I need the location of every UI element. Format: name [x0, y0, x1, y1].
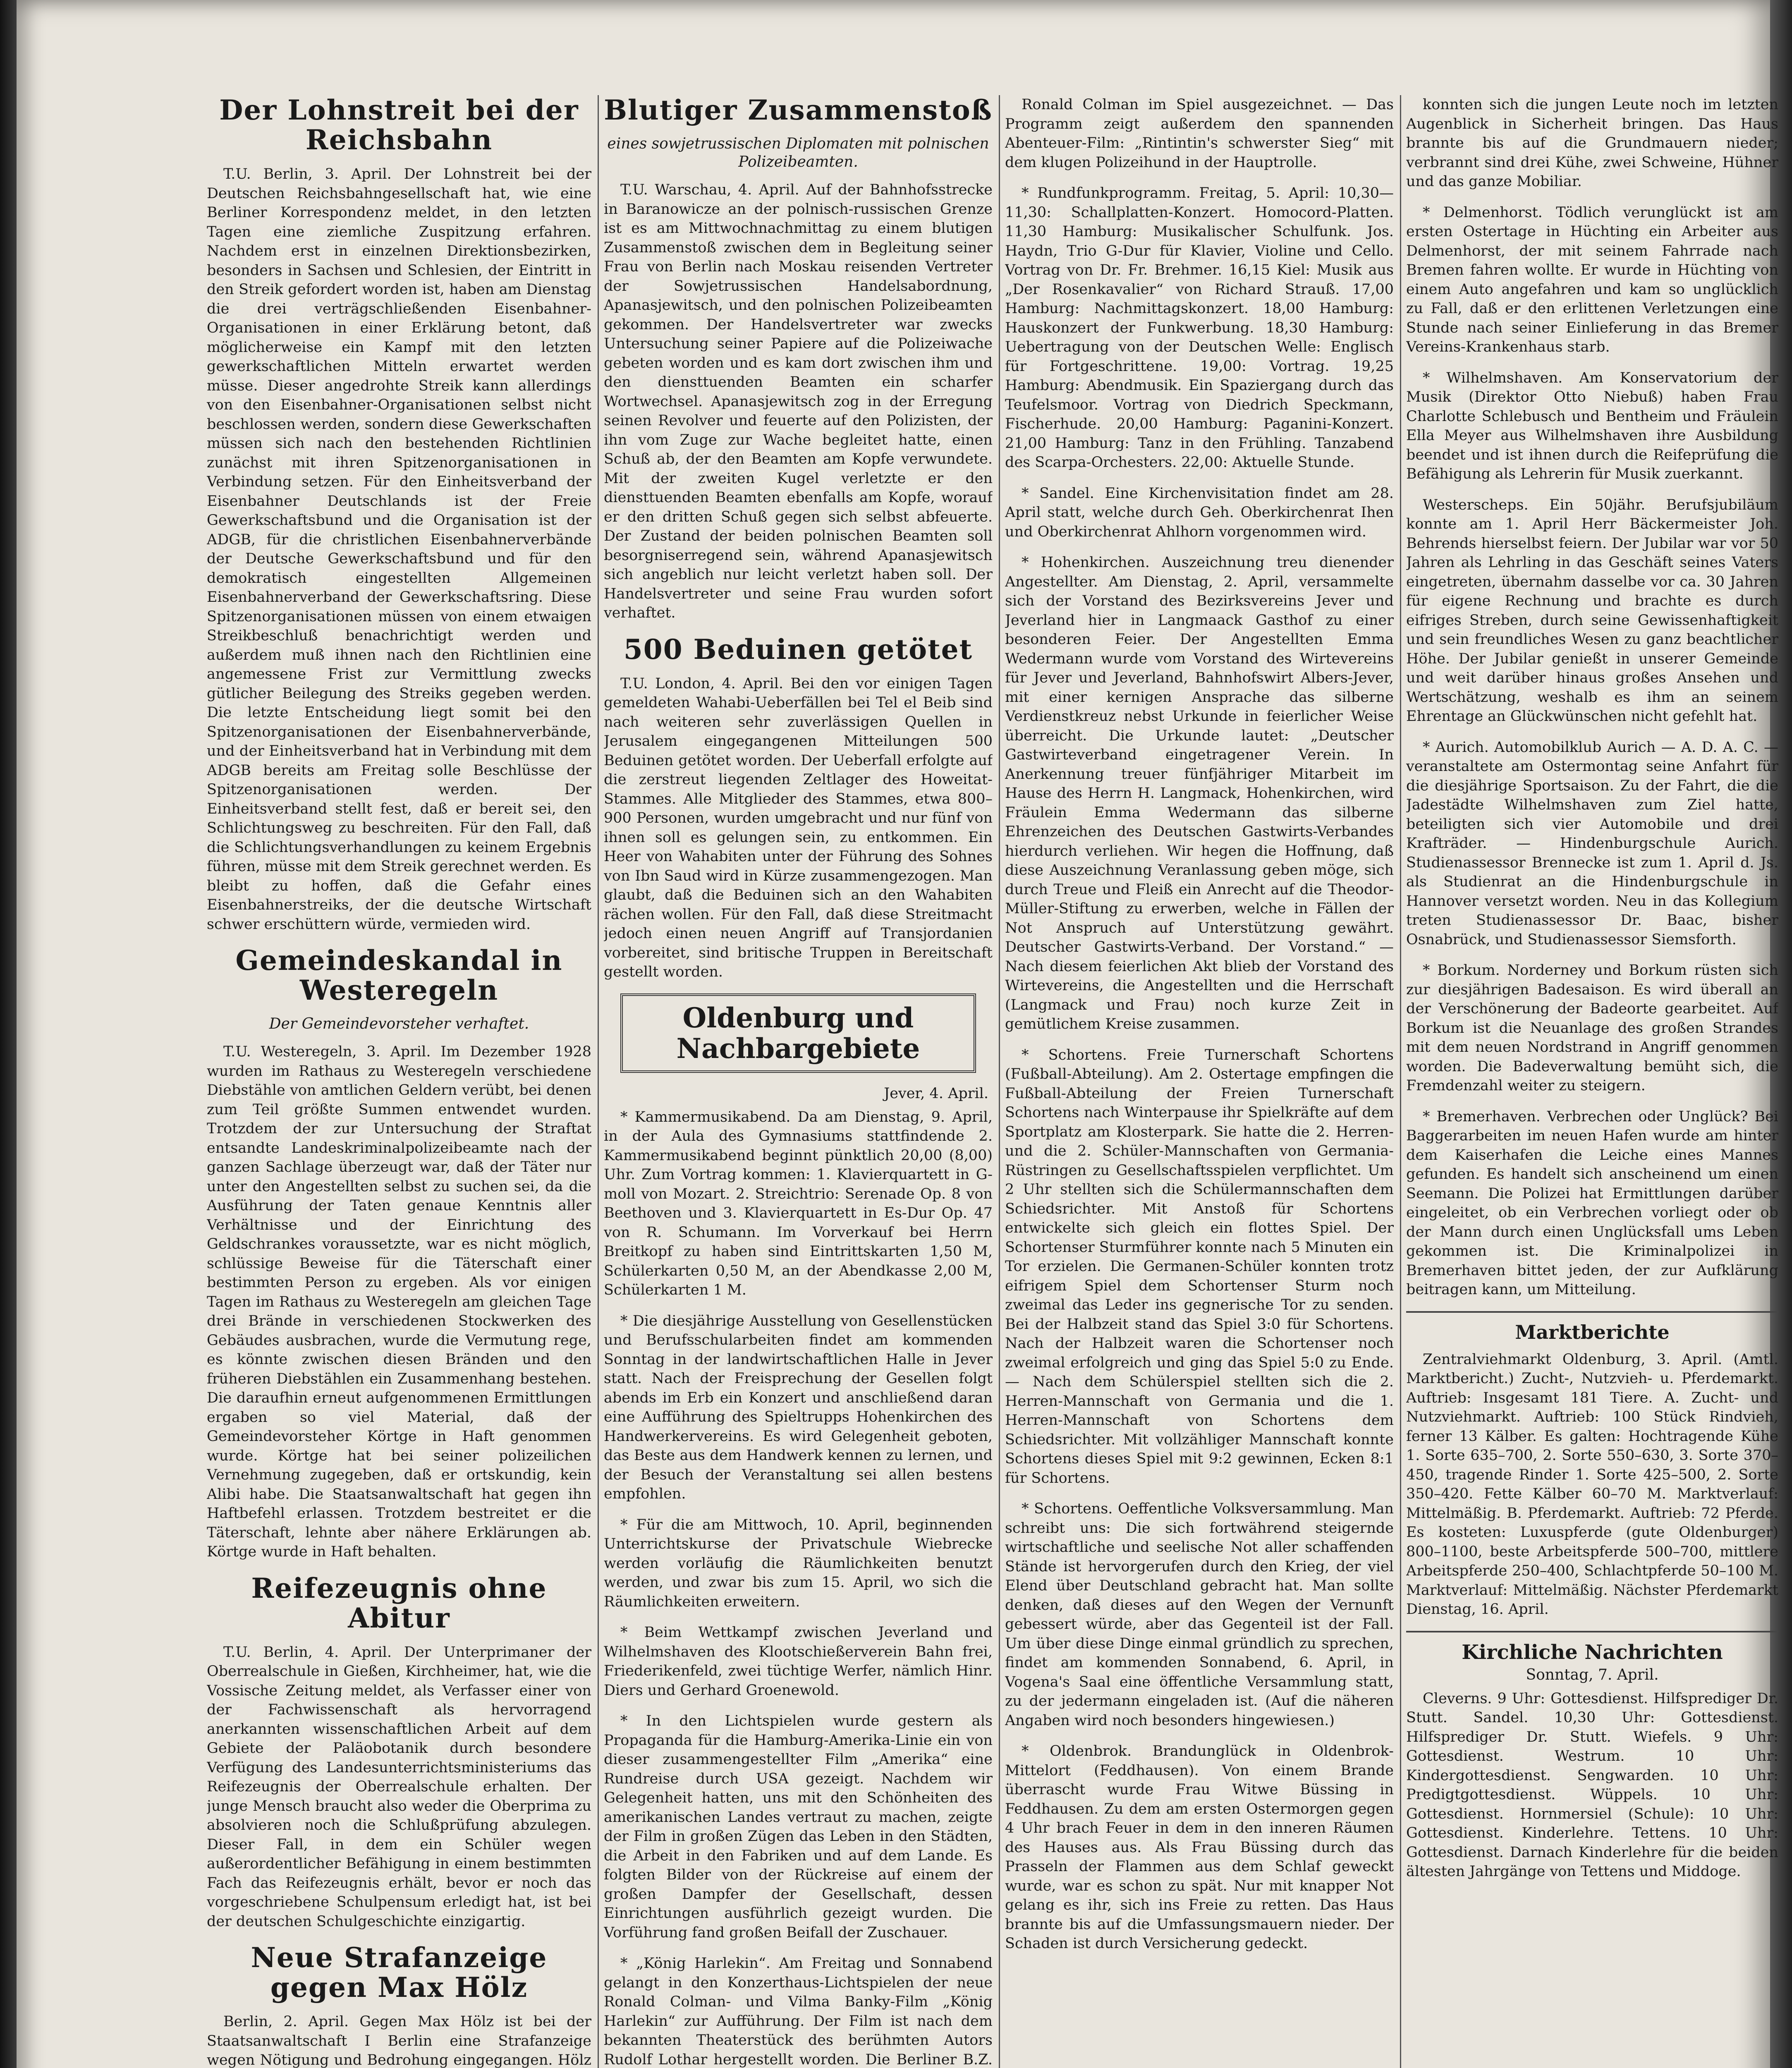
local-sandel: * Sandel. Eine Kirchenvisitation findet am 28. April statt, welche durch Geh. Oberkirchenrat Ihen und Oberkirchenrat Ahlhorn vorgenommen wird. [1005, 485, 1394, 540]
local-wilhelmshaven: * Wilhelmshaven. Am Konservatorium der Musik (Direktor Otto Niebuß) haben Frau Charlotte Schlebusch und Bentheim und Fräulein Ella Meyer aus Wilhelmshaven ihre Ausbildung beendet und ist ihnen durch die Reifeprüfung die Befähigung als Lehrerin für Musik zuerkannt. [1406, 369, 1778, 482]
local-ausstellung: * Die diesjährige Ausstellung von Gesellenstücken und Berufsschularbeiten findet am kommenden Sonntag in der landwirtschaftlichen Halle in Jever statt. Nach der Freisprechung der Gesellen folgt abends im Erb ein Konzert und anschließend daran eine Aufführung des Spieltrupps Hohenkirchen des Handwerkervereins. Es wird Gelegenheit geboten, das Beste aus dem Handwerk kennen zu lernen, und der Besuch der Veranstaltung sei allen bestens empfohlen. [604, 1312, 993, 1502]
local-film-cont: Ronald Colman im Spiel ausgezeichnet. — Das Programm zeigt außerdem den spannenden Abenteuer-Film: „Rintintin's schwerster Sieg“ mit dem klugen Polizeihund in der Hauptrolle. [1005, 96, 1394, 171]
local-oldenbrok: * Oldenbrok. Brandunglück in Oldenbrok-Mittelort (Feddhausen). Von einem Brande überrascht wurde Frau Witwe Büssing in Feddhausen. Zu dem am ersten Ostermorgen gegen 4 Uhr brach Feuer in dem in den inneren Räumen des Hauses aus. Als Frau Büssing durch das Prasseln der Flammen aus dem Schlaf geweckt wurde, war es schon zu spät. Nur mit knapper Not gelang es ihr, sich ins Freie zu retten. Das Haus brannte bis auf die Umfassungsmauern nieder. Der Schaden ist durch Versicherung gedeckt. [1005, 1743, 1394, 1952]
local-schortens-versammlung: * Schortens. Oeffentliche Volksversammlung. Man schreibt uns: Die sich fortwährend steigernde wirtschaftliche und seelische Not aller schaffenden Stände ist hervorgerufen durch den Krieg, der viel Elend über Deutschland gebracht hat. Man sollte denken, daß dieses auf den Wegen der Vernunft gebessert würde, aber das Gegenteil ist der Fall. Um über diese Dinge einmal gründlich zu sprechen, findet am kommenden Sonnabend, 6. April, in Vogena's Saal eine öffentliche Versammlung statt, zu der jedermann eingeladen ist. (Auf die näheren Angaben wird noch besonders hingewiesen.) [1005, 1501, 1394, 1729]
church-news-header: Kirchliche Nachrichten [1462, 1640, 1723, 1664]
article-beduinen: T.U. London, 4. April. Bei den vor einigen Tagen gemeldeten Wahabi-Ueberfällen bei Tel el Beib sind nach weiteren sehr zuverlässigen Quellen in Jerusalem eingegangenen Mitteilungen 500 Beduinen getötet worden. Der Ueberfall erfolgte auf die zerstreut liegenden Zeltlager des Howeitat-Stammes. Alle Mitglieder des Stammes, etwa 800–900 Personen, wurden umgebracht und nur fünf von ihnen soll es gelungen sein, zu entkommen. Ein Heer von Wahabiten unter der Führung des Sohnes von Ibn Saud wird in Kürze zusammengezogen. Man glaubt, daß die Beduinen sich an den Wahabiten rächen wollen. Für den Fall, daß diese Streitmacht jedoch einen neuen Angriff auf Transjordanien vorbereitet, sind britische Truppen in Bereitschaft gestellt worden. [604, 675, 993, 980]
column-4 [1406, 95, 1778, 2068]
local-brand-cont: konnten sich die jungen Leute noch im letzten Augenblick in Sicherheit bringen. Das Haus brannte bis auf die Grundmauern nieder; verbrannt sind drei Kühe, zwei Schweine, Hühner und das ganze Mobiliar. [1406, 96, 1778, 190]
headline-beduinen: 500 Beduinen getötet [623, 633, 973, 665]
church-news-date: Sonntag, 7. April. [1526, 1666, 1659, 1683]
subhead-gemeindeskandal: Der Gemeindevorsteher verhaftet. [269, 1015, 529, 1032]
local-kammermusik: * Kammermusikabend. Da am Dienstag, 9. April, in der Aula des Gymnasiums stattfindende 2. Kammermusikabend beginnt pünktlich 20,00 (8,00) Uhr. Zum Vortrag kommen: 1. Klavierquartett in G-moll von Mozart. 2. Streichtrio: Serenade Op. 8 von Beethoven und 3. Klavierquartett in Es-Dur Op. 47 von R. Schumann. Im Vorverkauf bei Herrn Breitkopf zu haben sind Eintrittskarten 1,50 M, Schülerkarten 0,50 M, an der Abendkasse 2,00 M, Schülerkarten 1 M. [604, 1108, 993, 1298]
column-divider [999, 95, 1000, 2068]
scan-left-edge [0, 0, 17, 2068]
market-report-header: Marktberichte [1515, 1321, 1670, 1343]
headline-gemeindeskandal: Gemeindeskandal in Westeregeln [235, 944, 563, 1006]
local-delmenhorst: * Delmenhorst. Tödlich verunglückt ist am ersten Ostertage in Hüchting ein Arbeiter aus Delmenhorst, der mit seinem Fahrrade nach Bremen fahren wollte. Er wurde in Hüchting von einem Auto angefahren und kam so unglücklich zu Fall, daß er den erlittenen Verletzungen eine Stunde nach seiner Einlieferung in das Bremer Vereins-Krankenhaus starb. [1406, 204, 1778, 355]
article-gemeindeskandal: T.U. Westeregeln, 3. April. Im Dezember 1928 wurden im Rathaus zu Westeregeln verschiedene Diebstähle von amtlichen Geldern verübt, bei denen zum Teil größte Summen entwendet wurden. Trotzdem der zur Untersuchung der Straftat entsandte Landeskriminalpolizeibeamte nach der ganzen Sachlage überzeugt war, daß der Täter nur unter den Angestellten selbst zu suchen sei, da die Ausführung der Taten genaue Kenntnis aller Verhältnisse und der Einrichtung des Geldschrankes voraussetzte, war es nicht möglich, schlüssige Beweise für die Täterschaft einer bestimmten Person zu ergeben. Als vor einigen Tagen im Rathaus zu Westeregeln am gleichen Tage drei Brände in verschiedenen Stockwerken des Gebäudes ausbrachen, wurde die Vermutung rege, es könnte zwischen diesen Bränden und den früheren Diebstählen ein Zusammenhang bestehen. Die daraufhin erneut aufgenommenen Ermittlungen ergaben so viel Material, daß der Gemeindevorsteher Körtge in Haft genommen wurde. Körtge hat bei seiner polizeilichen Vernehmung zugegeben, daß er ortskundig, kein Alibi habe. Die Staatsanwaltschaft hat gegen ihn Haftbefehl erlassen. Trotzdem bestreitet er die Täterschaft, lehnte aber nähere Erklärungen ab. Körtge wurde in Haft behalten. [207, 1044, 591, 1560]
headline-hoelz: Neue Strafanzeige gegen Max Hölz [251, 1941, 548, 2003]
column-2 [604, 95, 993, 2068]
subhead-zusammenstoss: eines sowjetrussischen Diplomaten mit polnischen Polizeibeamten. [607, 135, 989, 170]
article-hoelz: Berlin, 2. April. Gegen Max Hölz ist bei der Staatsanwaltschaft I Berlin eine Strafanzeige wegen Nötigung und Bedrohung eingegangen. Hölz [207, 2013, 591, 2068]
column-1 [207, 95, 591, 2068]
local-hohenkirchen: * Hohenkirchen. Auszeichnung treu dienender Angestellter. Am Dienstag, 2. April, versammelte sich der Vorstand des Bezirksvereins Jever und Jeverland hier in Langmaack Gasthof zu einer besonderen Feier. Der Angestellten Emma Wedermann wurde vom Vorstand des Wirtevereins für Jever und Jeverland, Bahnhofswirt Albers-Jever, mit einer kernigen Ansprache das silberne Verdienstkreuz nebst Urkunde in feierlicher Weise überreicht. Die Urkunde lautet: „Deutscher Gastwirteverband eingetragener Verein. In Anerkennung treuer fünfjähriger Mitarbeit im Hause des Herrn H. Langmack, Hohenkirchen, wird Fräulein Emma Wedermann das silberne Ehrenzeichen des Deutschen Gastwirts-Verbandes hierdurch verliehen. Wir hegen die Hoffnung, daß diese Auszeichnung Veranlassung geben möge, sich durch Treue und Fleiß ein Anrecht auf die Theodor-Müller-Stiftung zu erwerben, welche in Fällen der Not Anspruch auf Unterstützung gewährt. Deutscher Gastwirts-Verband. Der Vorstand.“ — Nach diesem feierlichen Akt blieb der Vorstand des Wirtevereins, die Angestellten und die Herrschaft (Langmack und Frau) noch kurze Zeit in gemütlichem Kreise zusammen. [1005, 554, 1394, 1032]
church-news: Cleverns. 9 Uhr: Gottesdienst. Hilfsprediger Dr. Stutt. Sandel. 10,30 Uhr: Gottesdienst. Hilfsprediger Dr. Stutt. Wiefels. 9 Uhr: Gottesdienst. Westrum. 10 Uhr: Kindergottesdienst. Sengwarden. 10 Uhr: Predigtgottesdienst. Wüppels. 10 Uhr: Gottesdienst. Hornmersiel (Schule): 10 Uhr: Gottesdienst. Kinderlehre. Tettens. 10 Uhr: Gottesdienst. Darnach Kinderlehre für die beiden ältesten Jahrgänge von Tettens und Middoge. [1406, 1690, 1778, 1880]
local-bremerhaven: * Bremerhaven. Verbrechen oder Unglück? Bei Baggerarbeiten im neuen Hafen wurde am hinter dem Kaiserhafen die Leiche eines Mannes gefunden. Es handelt sich anscheinend um einen Seemann. Die Polizei hat Ermittlungen darüber eingeleitet, ob ein Verbrechen vorliegt oder ob der Mann durch einen Unglücksfall ums Leben gekommen ist. Die Kriminalpolizei in Bremerhaven bittet jeden, der zur Aufklärung beitragen kann, um Mitteilung. [1406, 1108, 1778, 1298]
column-divider [598, 95, 599, 2068]
section-divider [1406, 1311, 1778, 1313]
local-wettkampf: * Beim Wettkampf zwischen Jeverland und Wilhelmshaven des Klootschießerverein Bahn frei, Friederikenfeld, zwei tüchtige Werfer, nämlich Hinr. Diers und Gerhard Groenewold. [604, 1624, 993, 1699]
local-rundfunk: * Rundfunkprogramm. Freitag, 5. April: 10,30—11,30: Schallplatten-Konzert. Homocord-Platten. 11,30 Hamburg: Musikalischer Schulfunk. Jos. Haydn, Trio G-Dur für Klavier, Violine und Cello. Vortrag von Dr. Fr. Brehmer. 16,15 Kiel: Musik aus „Der Rosenkavalier“ von Richard Strauß. 17,00 Hamburg: Nachmittagskonzert. 18,00 Hamburg: Hauskonzert der Funkwerbung. 18,30 Hamburg: Uebertragung von der Deutschen Welle: Englisch für Fortgeschrittene. 19,00: Vortrag. 19,25 Hamburg: Abendmusik. Ein Spaziergang durch das Teufelsmoor. Vortrag von Diedrich Speckmann, Fischerhude. 20,00 Hamburg: Paganini-Konzert. 21,00 Hamburg: Tanz in den Frühling. Tanzabend des Scarpa-Orchesters. 22,00: Aktuelle Stunde. [1005, 185, 1394, 471]
column-3 [1005, 95, 1394, 2068]
local-schortens-fussball: * Schortens. Freie Turnerschaft Schortens (Fußball-Abteilung). Am 2. Ostertage empfingen die Fußball-Abteilung der Freien Turnerschaft Schortens nach Winterpause ihr Spielkräfte auf dem Sportplatz am Klosterpark. Sie hatte die 2. Herren- und die 2. Schüler-Mannschaften von Germania-Rüstringen zu Gesellschaftsspielen verpflichtet. Um 2 Uhr stellten sich die Schülermannschaften dem Schiedsrichter. Mit Anstoß für Schortens entwickelte sich gleich ein flottes Spiel. Der Schortenser Sturmführer konnte nach 5 Minuten ein Tor erzielen. Die Germanen-Schüler konnten trotz eifrigem Spiel dem Schortenser Sturm noch zweimal das Leder ins gegnerische Tor zu senden. Bei der Halbzeit stand das Spiel 3:0 für Schortens. Nach der Halbzeit waren die Schortenser noch zweimal erfolgreich und ging das Spiel 5:0 zu Ende. — Nach dem Schülerspiel stellten sich die 2. Herren-Mannschaft von Germania und die 1. Herren-Mannschaft von Schortens dem Schiedsrichter. Mit vollzähliger Mannschaft konnte Schortens dieses Spiel mit 9:2 gewinnen, Ecken 8:1 für Schortens. [1005, 1046, 1394, 1486]
local-lichtspiele: * In den Lichtspielen wurde gestern als Propaganda für die Hamburg-Amerika-Linie ein von dieser zusammengestellter Film „Amerika“ eine Rundreise durch USA gezeigt. Nachdem wir Gelegenheit hatten, uns mit den Schönheiten des amerikanischen Landes vertraut zu machen, zeigte der Film in großen Zügen das Leben in den Städten, die Arbeit in den Fabriken und auf dem Lande. Es folgten Bilder von der Rückreise auf einem der großen Dampfer der Gesellschaft, dessen Einrichtungen ausführlich gezeigt wurden. Die Vorführung fand großen Beifall der Zuschauer. [604, 1713, 993, 1941]
headline-reifezeugnis: Reifezeugnis ohne Abitur [251, 1572, 547, 1634]
article-zusammenstoss: T.U. Warschau, 4. April. Auf der Bahnhofsstrecke in Baranowicze an der polnisch-russischen Grenze ist es am Mittwochnachmittag zu einem blutigen Zusammenstoß zwischen dem in Begleitung seiner Frau von Berlin nach Moskau reisenden Vertreter der Sowjetrussischen Handelsabordnung, Apanasjewitsch, und den polnischen Polizeibeamten gekommen. Der Handelsvertreter war zwecks Untersuchung seiner Papiere auf die Polizeiwache gebeten worden und es kam dort zwischen ihm und den diensttuenden Beamten ein scharfer Wortwechsel. Apanasjewitsch zog in der Erregung seinen Revolver und feuerte auf den Polizisten, der ihn vom Zuge zur Wache begleitet hatte, einen Schuß ab, der den Beamten am Kopfe verwundete. Mit der zweiten Kugel verletzte er den diensttuenden Beamten ebenfalls am Kopfe, worauf er den dritten Schuß gegen sich selbst abfeuerte. Der Zustand der beiden polnischen Beamten soll besorgniserregend sein, während Apanasjewitsch sich angeblich nur leicht verletzt haben soll. Der Handelsvertreter und seine Frau wurden sofort verhaftet. [604, 182, 993, 621]
headline-lohnstreit: Der Lohnstreit bei der Reichsbahn [219, 95, 579, 156]
section-oldenburg-header: Oldenburg und Nachbargebiete [620, 993, 976, 1073]
newspaper-page [17, 0, 1778, 2068]
headline-zusammenstoss: Blutiger Zusammenstoß [604, 95, 993, 126]
local-borkum: * Borkum. Norderney und Borkum rüsten sich zur diesjährigen Badesaison. Es wird überall an der Verschönerung der Badeorte gearbeitet. Auf Borkum ist die Neuanlage des großen Strandes mit dem neuen Nordstrand in Angriff genommen worden. Die Badeverwaltung bemüht sich, die Fremdenzahl weiter zu steigern. [1406, 962, 1778, 1094]
column-divider [1400, 95, 1401, 2068]
section-divider [1406, 1631, 1778, 1632]
article-lohnstreit: T.U. Berlin, 3. April. Der Lohnstreit bei der Deutschen Reichsbahngesellschaft hat, wie eine Berliner Korrespondenz meldet, in den letzten Tagen eine ziemliche Zuspitzung erfahren. Nachdem erst in einzelnen Direktionsbezirken, besonders in Sachsen und Schlesien, der Eintritt in den Streik gefordert worden ist, haben am Dienstag die drei verträgschließenden Eisenbahner-Organisationen in einer Erklärung betont, daß möglicherweise ein Kampf mit den letzten gewerkschaftlichen Mitteln erwartet werden müsse. Dieser angedrohte Streik kann allerdings von den Eisenbahner-Organisationen selbst nicht beschlossen werden, sondern diese Gewerkschaften müssen sich nach den bestehenden Richtlinien zunächst mit ihren Spitzenorganisationen in Verbindung setzen. Für den Einheitsverband der Eisenbahner Deutschlands ist der Freie Gewerkschaftsbund und die Organisation ist der ADGB, für die christlichen Eisenbahnerverbände der Deutsche Gewerkschaftsbund und für den demokratisch eingestellten Allgemeinen Eisenbahnerverband der Gewerkschaftsring. Diese Spitzenorganisationen müssen von einem etwaigen Streikbeschluß benachrichtigt werden und außerdem muß ihnen nach den Richtlinien eine angemessene Frist zur Vermittlung zwecks gütlicher Beilegung des Streiks gegeben werden. Die letzte Entscheidung liegt somit bei den Spitzenorganisationen der Eisenbahnerverbände, und der Einheitsverband hat in Verbindung mit dem ADGB bereits am Freitag solle Beschlüsse der Spitzenorganisationen werden. Der Einheitsverband stellt fest, daß er bereit sei, den Schlichtungsweg zu beschreiten. Für den Fall, daß die Schlichtungsverhandlungen zu keinem Ergebnis führen, müsse mit dem Streik gerechnet werden. Es bleibt zu hoffen, daß die Gefahr eines Eisenbahnerstreiks, der die deutsche Wirtschaft schwer erschüttern würde, vermieden wird. [207, 166, 591, 933]
local-westerscheps: Westerscheps. Ein 50jähr. Berufsjubiläum konnte am 1. April Herr Bäckermeister Joh. Behrends hierselbst feiern. Der Jubilar war vor 50 Jahren als Lehrling in das Geschäft seines Vaters eingetreten, übernahm dasselbe vor ca. 30 Jahren für eigene Rechnung und brachte es durch eifriges Streben, durch seine Gewissenhaftigkeit und sein freundliches Wesen zu ganz beachtlicher Höhe. Der Jubilar genießt in unserer Gemeinde und weit darüber hinaus großes Ansehen und Wertschätzung, weshalb es ihm an seinem Ehrentage an Glückwünschen nicht gefehlt hat. [1406, 496, 1778, 725]
local-aurich: * Aurich. Automobilklub Aurich — A. D. A. C. — veranstaltete am Ostermontag seine Anfahrt für die diesjährige Sportsaison. Zu der Fahrt, die die Jadestädte Wilhelmshaven zum Ziel hatte, beteiligten sich vier Automobile und drei Krafträder. — Hindenburgschule Aurich. Studienassessor Brennecke ist zum 1. April d. Js. als Studienrat an die Hindenburgschule in Hannover versetzt worden. Neu in das Kollegium treten Studienassessor Dr. Baac, bisher Osnabrück, und Studienassessor Siemsforth. [1406, 739, 1778, 948]
article-reifezeugnis: T.U. Berlin, 4. April. Der Unterprimaner der Oberrealschule in Gießen, Kirchheimer, hat, wie die Vossische Zeitung meldet, als Verfasser einer von der Fachwissenschaft als hervorragend anerkannten wissenschaftlichen Arbeit auf dem Gebiete der Paläobotanik durch besondere Verfügung des Landesunterrichtsministeriums das Reifezeugnis der Oberrealschule erhalten. Der junge Mensch braucht also weder die Oberprima zu absolvieren noch die Schlußprüfung abzulegen. Dieser Fall, in dem ein Schüler wegen außerordentlicher Befähigung in einem bestimmten Fach das Reifezeugnis erhält, bevor er noch das vorgeschriebene Schulpensum erledigt hat, ist bei der deutschen Schulgeschichte einzigartig. [207, 1644, 591, 1930]
dateline-jever: Jever, 4. April. [884, 1085, 988, 1102]
local-koenig-harlekin: * „König Harlekin“. Am Freitag und Sonnabend gelangt in den Konzerthaus-Lichtspielen der neue Ronald Colman- und Vilma Banky-Film „König Harlekin“ zur Aufführung. Der Film ist nach dem bekannten Theaterstück des berühmten Autors Rudolf Lothar hergestellt worden. Die Berliner B.Z. [604, 1955, 993, 2068]
local-unterricht: * Für die am Mittwoch, 10. April, beginnenden Unterrichtskurse der Privatschule Wiebrecke werden vorläufig die Räumlichkeiten benutzt werden, und zwar bis zum 15. April, wo sich die Räumlichkeiten erweitern. [604, 1516, 993, 1610]
market-report: Zentralviehmarkt Oldenburg, 3. April. (Amtl. Marktbericht.) Zucht-, Nutzvieh- u. Pferdemarkt. Auftrieb: Insgesamt 181 Tiere. A. Zucht- und Nutzviehmarkt. Auftrieb: 100 Stück Rindvieh, ferner 13 Kälber. Es galten: Hochtragende Kühe 1. Sorte 635–700, 2. Sorte 550–630, 3. Sorte 370–450, tragende Rinder 1. Sorte 425–500, 2. Sorte 350–420. Fette Kälber 60–70 M. Marktverlauf: Mittelmäßig. B. Pferdemarkt. Auftrieb: 72 Pferde. Es kosteten: Luxuspferde (gute Oldenburger) 800–1100, beste Arbeitspferde 500–700, mittlere Arbeitspferde 250–400, Schlachtpferde 50–100 M. Marktverlauf: Mittelmäßig. Nächster Pferdemarkt Dienstag, 16. April. [1406, 1351, 1778, 1618]
